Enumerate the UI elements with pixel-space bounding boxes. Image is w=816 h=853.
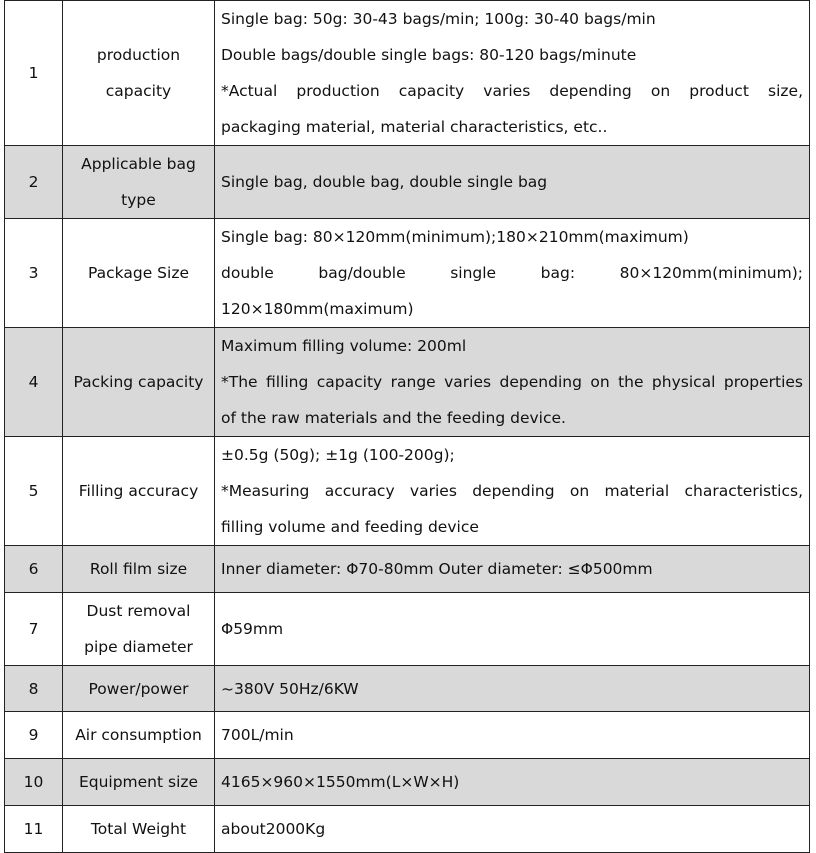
item-value: Single bag: 50g: 30-43 bags/min; 100g: 30-40 bags/min Double bags/double single bags: 80-120 bags/minute *Actual production capacity varies depending on product size, packaging material, material characteristics, etc..	[215, 1, 810, 146]
item-value: Single bag: 80×120mm(minimum);180×210mm(maximum) double bag/double single bag: 80×120mm(minimum); 120×180mm(maximum)	[215, 219, 810, 328]
item-name: Packing capacity	[63, 328, 215, 437]
table-row	[5, 759, 810, 806]
item-name: Package Size	[63, 219, 215, 328]
row-number: 9	[5, 712, 63, 759]
item-name: Power/power	[63, 666, 215, 712]
item-value: 700L/min	[215, 712, 810, 759]
item-value: about2000Kg	[215, 806, 810, 853]
item-name: Air consumption	[63, 712, 215, 759]
row-number: 5	[5, 437, 63, 546]
item-name: Dust removal pipe diameter	[63, 593, 215, 666]
row-number: 10	[5, 759, 63, 806]
item-value: Maximum filling volume: 200ml *The filling capacity range varies depending on the physical properties of the raw materials and the feeding device.	[215, 328, 810, 437]
row-number: 7	[5, 593, 63, 666]
row-number: 2	[5, 146, 63, 219]
item-value: ±0.5g (50g); ±1g (100-200g); *Measuring accuracy varies depending on material characteristics, filling volume and feeding device	[215, 437, 810, 546]
table-row	[5, 1, 810, 146]
item-name: Roll film size	[63, 546, 215, 593]
item-value: ~380V 50Hz/6KW	[215, 666, 810, 712]
spec-table	[4, 0, 810, 853]
row-number: 8	[5, 666, 63, 712]
row-number: 1	[5, 1, 63, 146]
item-name: Total Weight	[63, 806, 215, 853]
row-number: 11	[5, 806, 63, 853]
item-value: 4165×960×1550mm(L×W×H)	[215, 759, 810, 806]
row-number: 3	[5, 219, 63, 328]
item-name: Applicable bag type	[63, 146, 215, 219]
table-row	[5, 546, 810, 593]
table-row	[5, 666, 810, 712]
row-number: 4	[5, 328, 63, 437]
table-row	[5, 437, 810, 546]
item-name: Filling accuracy	[63, 437, 215, 546]
table-row	[5, 806, 810, 853]
item-value: Single bag, double bag, double single bag	[215, 146, 810, 219]
table-row	[5, 712, 810, 759]
item-name: Equipment size	[63, 759, 215, 806]
row-number: 6	[5, 546, 63, 593]
table-row	[5, 593, 810, 666]
item-value: Φ59mm	[215, 593, 810, 666]
item-name: production capacity	[63, 1, 215, 146]
table-row	[5, 146, 810, 219]
item-value: Inner diameter: Φ70-80mm Outer diameter: ≤Φ500mm	[215, 546, 810, 593]
table-row	[5, 219, 810, 328]
table-row	[5, 328, 810, 437]
